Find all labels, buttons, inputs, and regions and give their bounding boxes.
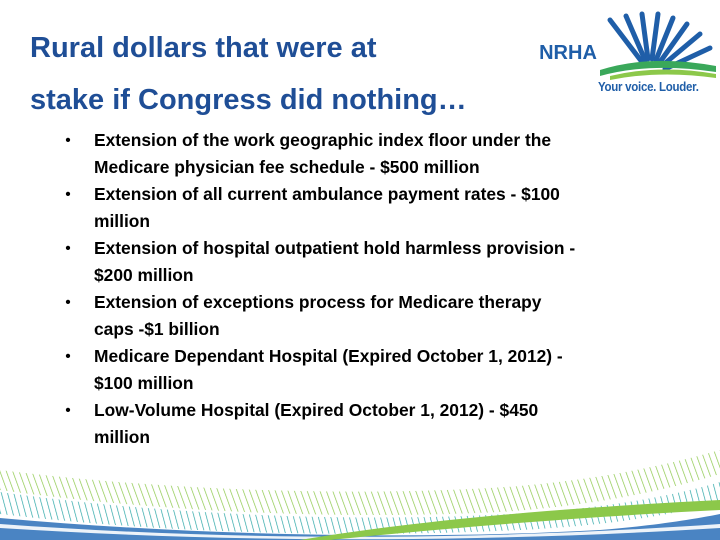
bullet-dot-icon: • — [65, 348, 71, 365]
title-line-1: Rural dollars that were at — [30, 32, 377, 64]
bullet-item — [58, 289, 658, 343]
slide-title — [30, 22, 590, 126]
bullet-line-1: Extension of exceptions process for Medicare therapy — [94, 292, 542, 312]
bullet-item — [58, 181, 658, 235]
bullet-line-2: million — [94, 211, 151, 231]
logo-rays — [610, 14, 710, 69]
logo-text: NRHA — [539, 42, 597, 64]
bullet-line-2: $100 million — [94, 373, 194, 393]
bullet-list — [58, 127, 658, 451]
bullet-line-2: Medicare physician fee schedule - $500 million — [94, 157, 480, 177]
bullet-item — [58, 235, 658, 289]
bullet-dot-icon: • — [65, 132, 71, 149]
bullet-line-1: Low-Volume Hospital (Expired October 1, 2012) - $450 — [94, 400, 539, 420]
bullet-line-1: Extension of hospital outpatient hold harmless provision - — [94, 238, 576, 258]
bullet-dot-icon: • — [65, 186, 71, 203]
logo-tagline: Your voice. Louder. — [598, 80, 699, 94]
bullet-item — [58, 127, 658, 181]
title-line-2: stake if Congress did nothing… — [30, 84, 467, 116]
decorative-swoosh — [0, 420, 720, 540]
bullet-line-1: Extension of all current ambulance payment rates - $100 — [94, 184, 560, 204]
bullet-line-2: caps -$1 billion — [94, 319, 220, 339]
bullet-dot-icon: • — [65, 402, 71, 419]
bullet-line-2: $200 million — [94, 265, 194, 285]
bullet-line-1: Extension of the work geographic index floor under the — [94, 130, 552, 150]
bullet-dot-icon: • — [65, 240, 71, 257]
bullet-line-1: Medicare Dependant Hospital (Expired October 1, 2012) - — [94, 346, 563, 366]
bullet-line-2: million — [94, 427, 151, 447]
bullet-dot-icon: • — [65, 294, 71, 311]
bullet-item — [58, 343, 658, 397]
